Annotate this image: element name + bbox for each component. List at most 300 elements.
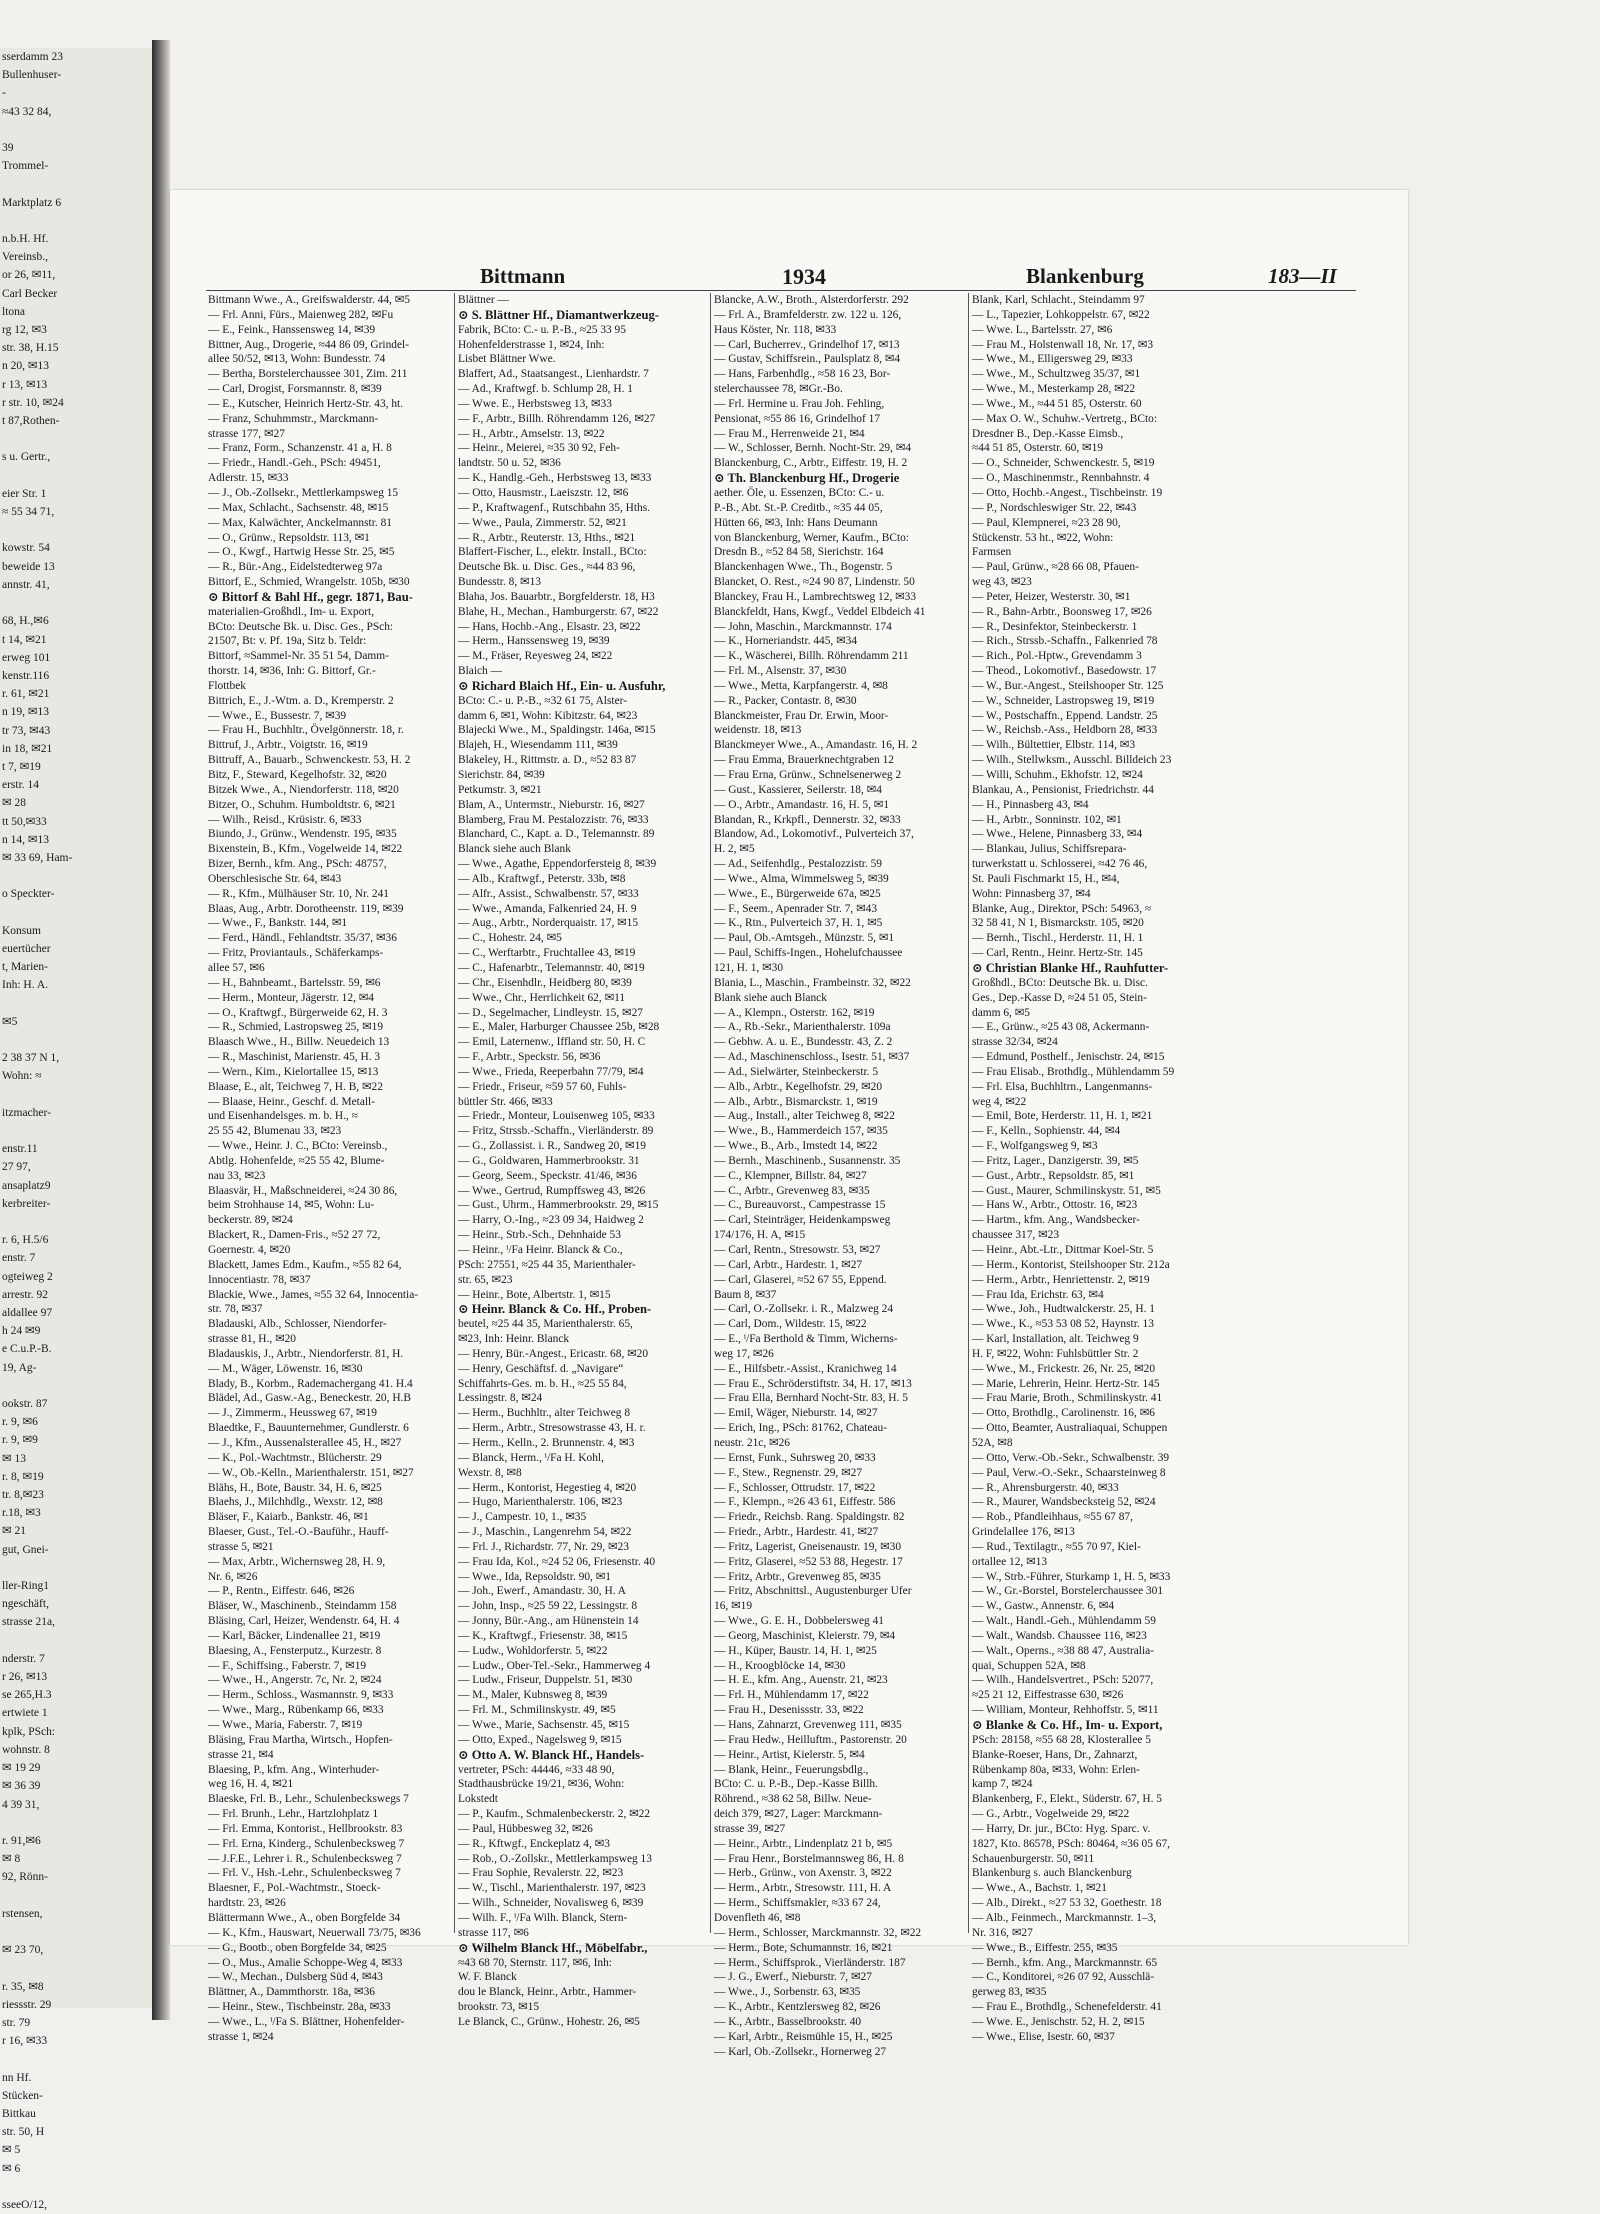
directory-entry: W. F. Blanck — [458, 1971, 517, 1984]
page-number: 183—II — [1268, 264, 1337, 288]
directory-entry: Blanckey, Frau H., Lambrechtsweg 12, ✉33 — [714, 590, 917, 603]
directory-entry: Goernestr. 4, ✉20 — [208, 1244, 291, 1256]
left-page-line: r. 6, H.5/6 — [2, 1234, 49, 1247]
directory-entry: — Herm., Kontorist, Steilshooper Str. 212a — [972, 1258, 1170, 1271]
directory-entry: brookstr. 73, ✉15 — [458, 2001, 540, 2014]
directory-entry: — Wwe., M., Schultzweg 35/37, ✉1 — [972, 368, 1141, 381]
directory-entry: Petkumstr. 3, ✉21 — [458, 783, 542, 796]
left-page-line: r. 9, ✉9 — [2, 1434, 38, 1447]
directory-entry: — P., Rentn., Eiffestr. 646, ✉26 — [208, 1585, 355, 1598]
directory-entry: Blaeser, Gust., Tel.-O.-Bauführ., Hauff- — [208, 1526, 389, 1539]
directory-entry: — Heinr., Abt.-Ltr., Dittmar Koel-Str. 5 — [972, 1244, 1154, 1256]
directory-entry: — C., Bureauvorst., Campestrasse 15 — [714, 1199, 886, 1212]
left-page-line — [0, 212, 152, 230]
directory-entry: — Fritz, Strssb.-Schaffn., Vierländerstr. 89 — [458, 1125, 654, 1138]
directory-entry: Ges., Dep.-Kasse D, ≈24 51 05, Stein- — [972, 991, 1147, 1004]
directory-entry: — Erich, Ing., PSch: 81762, Chateau- — [714, 1422, 888, 1435]
directory-entry: Dresdn B., ≈52 84 58, Sierichstr. 164 — [714, 546, 884, 559]
directory-entry: Blähs, H., Bote, Baustr. 34, H. 6, ✉25 — [208, 1481, 382, 1494]
left-page-line: e C.u.P.-B. — [2, 1343, 52, 1356]
directory-entry: — K., Handlg.-Geh., Herbstsweg 13, ✉33 — [458, 472, 652, 485]
directory-entry: — O., Mus., Amalie Schoppe-Weg 4, ✉33 — [208, 1956, 403, 1969]
directory-entry: — Frau Ida, Kol., ≈24 52 06, Friesenstr. 40 — [458, 1555, 656, 1568]
directory-entry: — Fritz, Glaserei, ≈52 53 88, Hegestr. 17 — [714, 1555, 903, 1568]
directory-entry: beutel, ≈25 44 35, Marienthalerstr. 65, — [458, 1318, 633, 1331]
directory-entry: — Alb., Arbtr., Kegelhofstr. 29, ✉20 — [714, 1080, 883, 1093]
left-page-line: t 87,Rothen- — [2, 415, 60, 428]
directory-entry: — Walt., Operns., ≈38 88 47, Australia- — [972, 1644, 1154, 1657]
directory-entry: Wohn: Pinnasberg 37, ✉4 — [972, 887, 1091, 900]
directory-entry: H. F, ✉22, Wohn: Fuhlsbüttler Str. 2 — [972, 1347, 1139, 1360]
directory-entry: — J., Zimmerm., Heussweg 67, ✉19 — [208, 1407, 377, 1420]
directory-entry: — Alb., Direkt., ≈27 53 32, Goethestr. 18 — [972, 1897, 1162, 1910]
directory-entry: — Edmund, Posthelf., Jenischstr. 24, ✉15 — [972, 1051, 1165, 1064]
left-page-line — [0, 2178, 152, 2196]
directory-entry: P.-B., Abt. St.-P. Creditb., ≈35 44 05, — [714, 501, 883, 514]
left-page-line: nderstr. 7 — [2, 1652, 45, 1665]
directory-entry: — R., Bür.-Ang., Eidelstedterweg 97a — [208, 561, 383, 574]
directory-entry: Blank siehe auch Blanck — [714, 991, 827, 1004]
left-page-line: n 20, ✉13 — [2, 360, 50, 373]
directory-entry: Blajeh, H., Wiesendamm 111, ✉39 — [458, 739, 618, 752]
directory-entry: Bitzek Wwe., A., Niendorferstr. 118, ✉20 — [208, 783, 399, 796]
directory-entry: — Alb., Kraftwgf., Peterstr. 33b, ✉8 — [458, 872, 626, 885]
directory-entry: — Wwe., B., Eiffestr. 255, ✉35 — [972, 1941, 1118, 1954]
directory-entry: — K., Wäscherei, Billh. Röhrendamm 211 — [714, 650, 909, 663]
directory-entry: — Frau E., Schröderstiftstr. 34, H. 17, ✉13 — [714, 1377, 912, 1390]
directory-entry: Adlerstr. 15, ✉33 — [208, 472, 289, 485]
left-page-line: Trommel- — [2, 160, 49, 173]
directory-entry: — Bernh., kfm. Ang., Marckmannstr. 65 — [972, 1956, 1158, 1969]
directory-entry: — Wwe., J., Sorbenstr. 63, ✉35 — [714, 1986, 861, 1999]
directory-entry: — Karl, Installation, alt. Teichweg 9 — [972, 1333, 1139, 1346]
directory-entry: Lessingstr. 8, ✉24 — [458, 1392, 543, 1405]
left-page-line: 27 97, — [2, 1161, 31, 1174]
directory-entry: — Frau Emma, Brauerknechtgraben 12 — [714, 754, 894, 767]
directory-entry: — J., Kfm., Aussenalsterallee 45, H., ✉27 — [208, 1436, 402, 1449]
left-page-line: Marktplatz 6 — [2, 196, 62, 209]
left-page-line: r str. 10, ✉24 — [2, 396, 64, 409]
directory-entry: Blackert, R., Damen-Fris., ≈52 27 72, — [208, 1229, 381, 1242]
directory-entry: — K., Pol.-Wachtmstr., Blücherstr. 29 — [208, 1451, 382, 1464]
directory-entry: — Wwe., M., ≈44 51 85, Osterstr. 60 — [972, 397, 1142, 410]
left-page-line: erstr. 14 — [2, 779, 40, 792]
directory-entry: ≈44 51 85, Osterstr. 60, ✉19 — [972, 442, 1103, 455]
directory-entry: — Frl. Brunh., Lehr., Hartzlohplatz 1 — [208, 1808, 379, 1821]
directory-entry: — Herm., Arbtr., Stresowstrasse 43, H. r. — [458, 1422, 646, 1435]
directory-entry: ⊙ Blanke & Co. Hf., Im- u. Export, — [972, 1718, 1163, 1732]
directory-entry: — Wwe., Marie, Sachsenstr. 45, ✉15 — [458, 1719, 630, 1731]
directory-entry: Schiffahrts-Ges. m. b. H., ≈25 55 84, — [458, 1377, 627, 1390]
directory-entry: Dovenfleth 46, ✉8 — [714, 1911, 801, 1924]
left-page-line — [0, 521, 152, 539]
directory-entry: — Frl. Erna, Kinderg., Schulenbecksweg 7 — [208, 1837, 405, 1850]
directory-entry: 174/176, H. A, ✉15 — [714, 1229, 806, 1242]
column-divider — [454, 293, 455, 1933]
directory-entry: Bläser, W., Maschinenb., Steindamm 158 — [208, 1600, 397, 1613]
left-page-line: nn Hf. — [2, 2071, 32, 2084]
left-page-line: r. 8, ✉19 — [2, 1470, 44, 1483]
directory-entry: — Wwe., Marg., Rübenkamp 66, ✉33 — [208, 1704, 384, 1717]
directory-entry: Blättner, A., Dammthorstr. 18a, ✉36 — [208, 1986, 375, 1999]
directory-entry: — Frau Elisab., Brothdlg., Mühlendamm 59 — [972, 1065, 1175, 1078]
left-page-line: rg 12, ✉3 — [2, 324, 47, 337]
directory-entry: ⊙ Richard Blaich Hf., Ein- u. Ausfuhr, — [458, 678, 666, 693]
directory-entry: — Fritz, Proviantauls., Schäferkamps- — [208, 947, 384, 960]
left-page-line: ✉ 13 — [2, 1452, 27, 1465]
directory-entry: Bladauskis, J., Arbtr., Niendorferstr. 81, H. — [208, 1347, 404, 1360]
directory-entry: — Herm., Schiffsprok., Vierländerstr. 187 — [714, 1956, 906, 1969]
left-page-line: ✉ 28 — [2, 797, 27, 810]
directory-entry: — Fritz, Lager., Danzigerstr. 39, ✉5 — [972, 1154, 1139, 1167]
directory-entry: Blaesner, F., Pol.-Wachtmstr., Stoeck- — [208, 1882, 381, 1895]
directory-entry: — Otto, Hausmstr., Laeiszstr. 12, ✉6 — [458, 486, 629, 499]
column-1 — [208, 293, 452, 2043]
directory-entry: weg 4, ✉22 — [972, 1095, 1027, 1108]
directory-entry: Stadthausbrücke 19/21, ✉36, Wohn: — [458, 1778, 625, 1791]
directory-entry: — Frl. Anni, Fürs., Maienweg 282, ✉Fu — [208, 308, 394, 321]
directory-entry: Blady, B., Korbm., Rademachergang 41. H.4 — [208, 1377, 413, 1390]
directory-entry: — Gebhw. A. u. E., Bundesstr. 43, Z. 2 — [714, 1036, 893, 1049]
directory-entry: Farmsen — [972, 546, 1012, 559]
directory-entry: — Ad., Sielwärter, Steinbeckerstr. 5 — [714, 1065, 879, 1078]
directory-entry: — Friedr., Handl.-Geh., PSch: 49451, — [208, 457, 381, 470]
directory-entry: — Herm., Kontorist, Hegestieg 4, ✉20 — [458, 1481, 637, 1494]
directory-entry: strasse 21, ✉4 — [208, 1748, 274, 1761]
directory-entry: — Paul, Klempnerei, ≈23 28 90, — [972, 516, 1121, 529]
directory-entry: — Wwe., A., Bachstr. 1, ✉21 — [972, 1882, 1107, 1895]
directory-entry: — W., Bur.-Angest., Steilshooper Str. 125 — [972, 679, 1164, 692]
directory-entry: — Frl. V., Hsh.-Lehr., Schulenbecksweg 7 — [208, 1867, 401, 1880]
directory-entry: Bittmann Wwe., A., Greifswalderstr. 44, ✉5 — [208, 294, 410, 306]
directory-entry: Blakeley, H., Rittmstr. a. D., ≈52 83 87 — [458, 754, 637, 767]
directory-entry: — Franz, Schuhmmstr., Marckmann- — [208, 412, 379, 425]
directory-entry: Hohenfelderstrasse 1, ✉24, Inh: — [458, 338, 605, 351]
left-page-line: erweg 101 — [2, 651, 51, 664]
left-page-line: enstr.11 — [2, 1143, 38, 1156]
directory-entry: — Frau H., Desenissstr. 33, ✉22 — [714, 1704, 864, 1717]
left-page-line: n 14, ✉13 — [2, 833, 50, 846]
directory-entry: — Wilh., Bültettier, Elbstr. 114, ✉3 — [972, 739, 1136, 752]
directory-entry: beckerstr. 89, ✉24 — [208, 1214, 293, 1227]
directory-entry: — Emil, Wäger, Nieburstr. 14, ✉27 — [714, 1407, 878, 1420]
directory-entry: — Ludw., Ober-Tel.-Sekr., Hammerweg 4 — [458, 1659, 651, 1672]
directory-entry: — Fritz, Abschnittsl., Augustenburger Ufer — [714, 1585, 912, 1598]
directory-entry: — Wwe., Gertrud, Rumpffsweg 43, ✉26 — [458, 1184, 646, 1197]
directory-entry: Blam, A., Untermstr., Nieburstr. 16, ✉27 — [458, 798, 645, 811]
directory-entry: gerweg 83, ✉35 — [972, 1986, 1047, 1999]
directory-entry: — G., Zollassist. i. R., Sandweg 20, ✉19 — [458, 1140, 646, 1153]
directory-entry: — Georg, Seem., Speckstr. 41/46, ✉36 — [458, 1169, 637, 1182]
directory-entry: — Otto, Verw.-Ob.-Sekr., Schwalbenstr. 39 — [972, 1451, 1170, 1464]
directory-entry: — Wwe., Amanda, Falkenried 24, H. 9 — [458, 902, 637, 915]
directory-entry: Hütten 66, ✉3, Inh: Hans Deumann — [714, 516, 878, 529]
directory-entry: — Alfr., Assist., Schwalbenstr. 57, ✉33 — [458, 887, 639, 900]
directory-entry: — Bertha, Borstelerchaussee 301, Zim. 211 — [208, 368, 408, 381]
directory-entry: — Otto, Brothdlg., Carolinenstr. 16, ✉6 — [972, 1407, 1155, 1420]
directory-entry: ≈43 68 70, Sternstr. 117, ✉6, Inh: — [458, 1956, 612, 1969]
directory-entry: — C., Klempner, Billstr. 84, ✉27 — [714, 1169, 867, 1182]
directory-entry: — C., Hohestr. 24, ✉5 — [458, 932, 562, 945]
directory-entry: beim Strohhause 14, ✉5, Wohn: Lu- — [208, 1199, 375, 1212]
left-page-line: ✉ 5 — [2, 2144, 21, 2157]
directory-entry: — Wwe., Agathe, Eppendorfersteig 8, ✉39 — [458, 858, 657, 871]
directory-entry: — F., Wolfgangsweg 9, ✉3 — [972, 1140, 1098, 1153]
directory-entry: — Herm., Schiffsmakler, ≈33 67 24, — [714, 1897, 881, 1910]
directory-entry: Blankenburg s. auch Blanckenburg — [972, 1867, 1132, 1880]
header-rule — [206, 290, 1356, 291]
book-gutter — [152, 40, 170, 2020]
directory-entry: Blackett, James Edm., Kaufm., ≈55 82 64, — [208, 1258, 402, 1271]
directory-entry: damm 6, ✉1, Wohn: Kibitzstr. 64, ✉23 — [458, 709, 638, 722]
directory-entry: — W., Schneider, Lastropsweg 19, ✉19 — [972, 694, 1155, 707]
directory-entry: — Frau M., Holstenwall 18, Nr. 17, ✉3 — [972, 338, 1154, 351]
directory-entry: aether. Öle, u. Essenzen, BCto: C.- u. — [714, 486, 885, 499]
directory-entry: H. 2, ✉5 — [714, 843, 755, 856]
directory-entry: Blank, Karl, Schlacht., Steindamm 97 — [972, 294, 1145, 306]
directory-entry: — Wwe., B., Arb., Imstedt 14, ✉22 — [714, 1140, 878, 1153]
left-page-line: r 16, ✉33 — [2, 2035, 48, 2048]
directory-entry: — W., Gr.-Borstel, Borstelerchaussee 301 — [972, 1585, 1164, 1598]
directory-entry: — R., Kfm., Mülhäuser Str. 10, Nr. 241 — [208, 887, 389, 900]
directory-entry: — Max, Arbtr., Wichernsweg 28, H. 9, — [208, 1555, 386, 1568]
directory-entry: — Frau Ida, Erichstr. 63, ✉4 — [972, 1288, 1104, 1301]
directory-entry: BCto: Deutsche Bk. u. Disc. Ges., PSch: — [208, 620, 394, 633]
directory-entry: Blaffert, Ad., Staatsangest., Lienhardstr. 7 — [458, 368, 649, 381]
directory-entry: — K., Arbtr., Kentzlersweg 82, ✉26 — [714, 2001, 881, 2014]
directory-entry: Blandan, R., Krkpfl., Dennerstr. 32, ✉33 — [714, 813, 901, 826]
directory-entry: — Blaase, Heinr., Geschf. d. Metall- — [208, 1095, 376, 1108]
directory-entry: Rübenkamp 80a, ✉33, Wohn: Erlen- — [972, 1763, 1140, 1776]
directory-entry: — Carl, Steinträger, Heidenkampsweg — [714, 1214, 891, 1227]
header-year: 1934 — [782, 264, 826, 289]
directory-entry: — K., Kfm., Hauswart, Neuerwall 73/75, ✉36 — [208, 1926, 421, 1939]
directory-entry: — Alb., Arbtr., Bismarckstr. 1, ✉19 — [714, 1095, 878, 1108]
directory-entry: BCto: C. u. P.-B., Dep.-Kasse Billh. — [714, 1778, 878, 1791]
left-page-line: ✉ 21 — [2, 1525, 27, 1538]
left-page-line: r. 91,✉6 — [2, 1834, 41, 1847]
directory-entry: Le Blanck, C., Grünw., Hohestr. 26, ✉5 — [458, 2015, 640, 2028]
directory-entry: — Rob., Pfandleihhaus, ≈55 67 87, — [972, 1511, 1133, 1524]
directory-entry: — Blankau, Julius, Schiffsrepara- — [972, 843, 1127, 856]
directory-entry: — Frau Marie, Broth., Schmilinskystr. 41 — [972, 1392, 1163, 1405]
directory-entry: — A., Rb.-Sekr., Marienthalerstr. 109a — [714, 1021, 891, 1034]
directory-entry: ⊙ Otto A. W. Blanck Hf., Handels- — [458, 1747, 645, 1762]
left-page-line: ller-Ring1 — [2, 1580, 50, 1593]
directory-entry: — O., Kraftwgf., Bürgerweide 62, H. 3 — [208, 1006, 388, 1019]
directory-page — [170, 190, 1408, 2058]
directory-entry: — Henry, Geschäftsf. d. „Navigare“ — [458, 1362, 624, 1375]
left-page-line: ookstr. 87 — [2, 1398, 48, 1411]
left-page-line: Konsum — [2, 924, 41, 937]
directory-entry: ≈25 21 12, Eiffestrasse 630, ✉26 — [972, 1689, 1124, 1702]
directory-entry: — Ferd., Händl., Fehlandtstr. 35/37, ✉36 — [208, 932, 397, 945]
left-page-line — [0, 867, 152, 885]
directory-entry: — John, Maschin., Marckmannstr. 174 — [714, 620, 892, 633]
directory-entry: Blankenberg, F., Elekt., Süderstr. 67, H. 5 — [972, 1793, 1162, 1806]
directory-entry: 1827, Kto. 86578, PSch: 80464, ≈36 05 67, — [972, 1837, 1171, 1850]
directory-entry: — H., Küper, Baustr. 14, H. 1, ✉25 — [714, 1644, 877, 1657]
directory-entry: deich 379, ✉27, Lager: Marckmann- — [714, 1808, 883, 1821]
directory-entry: — P., Kraftwagenf., Rutschbahn 35, Hths. — [458, 501, 651, 514]
directory-entry: — Frl. H., Mühlendamm 17, ✉22 — [714, 1689, 869, 1702]
directory-entry: — R., Desinfektor, Steinbeckerstr. 1 — [972, 620, 1138, 633]
directory-entry: Blamberg, Frau M. Pestalozzistr. 76, ✉33 — [458, 813, 649, 826]
left-page-line: tr 73, ✉43 — [2, 724, 51, 737]
directory-entry: — Herm., Arbtr., Henriettenstr. 2, ✉19 — [972, 1273, 1150, 1286]
left-page-line: r.18, ✉3 — [2, 1507, 41, 1520]
directory-entry: kamp 7, ✉24 — [972, 1778, 1033, 1791]
directory-entry: und Eisenhandelsges. m. b. H., ≈ — [208, 1110, 358, 1123]
directory-entry: — Herm., Schloss., Wasmannstr. 9, ✉33 — [208, 1689, 394, 1702]
left-page-line — [0, 1887, 152, 1905]
directory-entry: — Wwe., Metta, Karpfangerstr. 4, ✉8 — [714, 679, 888, 692]
left-page-line: r. 9, ✉6 — [2, 1416, 38, 1429]
directory-entry: ⊙ Christian Blanke Hf., Rauhfutter- — [972, 960, 1169, 975]
directory-entry: — Carl, Rentn., Heinr. Hertz-Str. 145 — [972, 947, 1143, 960]
directory-entry: Schauenburgerstr. 50, ✉11 — [972, 1852, 1095, 1865]
directory-entry: — Hans, Farbenhdlg., ≈58 16 23, Bor- — [714, 368, 891, 381]
directory-entry: — Bernh., Maschinenb., Susannenstr. 35 — [714, 1154, 901, 1167]
left-page-line: s u. Gertr., — [2, 451, 51, 464]
directory-entry: — Wwe. L., Bartelsstr. 27, ✉6 — [972, 323, 1113, 336]
directory-entry: Dresdner B., Dep.-Kasse Eimsb., — [972, 427, 1124, 440]
left-page-line: riessstr. 29 — [2, 1998, 52, 2011]
directory-entry: — E., Grünw., ≈25 43 08, Ackermann- — [972, 1021, 1150, 1034]
directory-entry: — E., Kutscher, Heinrich Hertz-Str. 43, ht. — [208, 397, 404, 410]
directory-entry: — Wwe., Joh., Hudtwalckerstr. 25, H. 1 — [972, 1303, 1155, 1316]
directory-entry: — Frl. J., Richardstr. 77, Nr. 29, ✉23 — [458, 1540, 629, 1553]
directory-entry: — Carl, Rentn., Stresowstr. 53, ✉27 — [714, 1244, 881, 1256]
directory-entry: — Friedr., Friseur, ≈59 57 60, Fuhls- — [458, 1080, 627, 1093]
left-page-line: se 265,H.3 — [2, 1689, 52, 1702]
directory-entry: — C., Werftarbtr., Fruchtallee 43, ✉19 — [458, 947, 636, 960]
directory-entry: — H., Kroogblöcke 14, ✉30 — [714, 1659, 846, 1672]
directory-entry: Lisbet Blättner Wwe. — [458, 353, 556, 366]
left-page-line — [0, 1213, 152, 1231]
left-page-line: ✉ 8 — [2, 1853, 21, 1866]
left-page-line: ≈43 32 84, — [2, 105, 52, 118]
directory-entry: — F., Schiffsing., Faberstr. 7, ✉19 — [208, 1659, 367, 1672]
directory-entry: Baum 8, ✉37 — [714, 1288, 777, 1301]
directory-entry: — Wwe., Maria, Faberstr. 7, ✉19 — [208, 1719, 363, 1731]
directory-entry: Blättner — — [458, 294, 509, 306]
left-page-line: kplk, PSch: — [2, 1725, 56, 1738]
directory-entry: — C., Hafenarbtr., Telemannstr. 40, ✉19 — [458, 961, 645, 974]
directory-entry: — O., Schneider, Schwenckestr. 5, ✉19 — [972, 457, 1155, 470]
left-page-line — [0, 430, 152, 448]
directory-entry: Blaedtke, F., Bauunternehmer, Gundlerstr. 6 — [208, 1422, 409, 1435]
directory-entry: — Gust., Uhrm., Hammerbrookstr. 29, ✉15 — [458, 1199, 659, 1212]
directory-entry: — G., Bootb., oben Borgfelde 34, ✉25 — [208, 1941, 387, 1954]
directory-entry: Wexstr. 8, ✉8 — [458, 1466, 522, 1479]
directory-entry: — W., Mechan., Dulsberg Süd 4, ✉43 — [208, 1971, 383, 1984]
directory-entry: — Wilh., Handelsvertret., PSch: 52077, — [972, 1674, 1154, 1687]
directory-entry: 52A, ✉8 — [972, 1436, 1013, 1449]
directory-entry: Bitzer, O., Schuhm. Humboldtstr. 6, ✉21 — [208, 798, 396, 811]
directory-entry: Blaase, E., alt, Teichweg 7, H. B, ✉22 — [208, 1080, 383, 1093]
directory-entry: — Ad., Maschinenschloss., Isestr. 51, ✉37 — [714, 1051, 910, 1064]
directory-entry: — Carl, Glaserei, ≈52 67 55, Eppend. — [714, 1273, 887, 1286]
directory-entry: — K., Kraftwgf., Friesenstr. 38, ✉15 — [458, 1629, 628, 1642]
left-page-line: tr. 8,✉23 — [2, 1489, 44, 1502]
directory-entry: — Friedr., Reichsb. Rang. Spaldingstr. 82 — [714, 1511, 905, 1524]
directory-entry: — Otto, Exped., Nagelsweg 9, ✉15 — [458, 1733, 622, 1746]
left-page-line — [0, 995, 152, 1013]
directory-entry: — H., Arbtr., Sonninstr. 102, ✉1 — [972, 813, 1122, 826]
left-page-line: in 18, ✉21 — [2, 742, 53, 755]
directory-entry: — Frl. M., Alsenstr. 37, ✉30 — [714, 665, 847, 678]
directory-entry: — Wwe., Paula, Zimmerstr. 52, ✉21 — [458, 516, 627, 529]
directory-entry: — Wwe., Heinr. J. C., BCto: Vereinsb., — [208, 1140, 388, 1153]
directory-entry: weg 17, ✉26 — [714, 1347, 774, 1360]
directory-entry: — Gust., Maurer, Schmilinskystr. 51, ✉5 — [972, 1184, 1161, 1197]
directory-entry: Pensionat, ≈55 86 16, Grindelhof 17 — [714, 412, 881, 425]
directory-entry: — Aug., Install., alter Teichweg 8, ✉22 — [714, 1110, 895, 1123]
directory-entry: PSch: 27551, ≈25 44 35, Marienthaler- — [458, 1258, 636, 1271]
directory-entry: 121, H. 1, ✉30 — [714, 961, 784, 974]
directory-entry: — Heinr., Strb.-Sch., Dehnhaide 53 — [458, 1229, 621, 1242]
directory-entry: Blancke, A.W., Broth., Alsterdorferstr. 292 — [714, 294, 909, 306]
directory-entry: Bizer, Bernh., kfm. Ang., PSch: 48757, — [208, 858, 387, 871]
left-page-line: ≈ 55 34 71, — [2, 506, 55, 519]
left-page-line — [0, 594, 152, 612]
left-page-line: ansaplatz9 — [2, 1179, 51, 1192]
directory-entry: Blanke-Roeser, Hans, Dr., Zahnarzt, — [972, 1748, 1138, 1761]
left-page-line — [0, 1959, 152, 1977]
directory-entry: ✉23, Inh: Heinr. Blanck — [458, 1333, 570, 1346]
left-page-line: Inh: H. A. — [2, 979, 48, 992]
directory-entry: — Henry, Bür.-Angest., Ericastr. 68, ✉20 — [458, 1347, 649, 1360]
left-page-line: str. 38, H.15 — [2, 342, 59, 355]
directory-entry: — Hans, Hochb.-Ang., Elsastr. 23, ✉22 — [458, 620, 641, 633]
directory-entry: Blaesing, P., kfm. Ang., Winterhuder- — [208, 1763, 380, 1776]
directory-entry: — Max, Schlacht., Sachsenstr. 48, ✉15 — [208, 501, 389, 514]
directory-entry: — Herm., Monteur, Jägerstr. 12, ✉4 — [208, 991, 374, 1004]
left-page-line: tt 50,✉33 — [2, 815, 47, 828]
directory-entry: — Franz, Form., Schanzenstr. 41 a, H. 8 — [208, 442, 392, 455]
left-page-line: sseeO/12, — [2, 2198, 48, 2211]
directory-entry: strasse 117, ✉6 — [458, 1926, 529, 1939]
left-page-line: or 26, ✉11, — [2, 269, 56, 282]
directory-entry: Blanchard, C., Kapt. a. D., Telemannstr. 89 — [458, 828, 655, 841]
left-page-line — [0, 175, 152, 193]
directory-entry: — Wwe., Ida, Repsoldstr. 90, ✉1 — [458, 1570, 611, 1583]
directory-entry: quai, Schuppen 52A, ✉8 — [972, 1659, 1086, 1672]
left-page-line: ✉5 — [2, 1015, 18, 1028]
directory-entry: turwerkstatt u. Schlosserei, ≈42 76 46, — [972, 858, 1148, 871]
directory-entry: — Max O. W., Schuhw.-Vertretg., BCto: — [972, 412, 1157, 425]
left-page-line: Carl Becker — [2, 287, 58, 300]
directory-entry: Stückenstr. 53 ht., ✉22, Wohn: — [972, 531, 1114, 544]
directory-entry: Blaas, Aug., Arbtr. Dorotheenstr. 119, ✉39 — [208, 902, 404, 915]
directory-entry: Bittrich, E., J.-Wtm. a. D., Kremperstr. 2 — [208, 694, 394, 707]
directory-entry: Deutsche Bk. u. Disc. Ges., ≈44 83 96, — [458, 561, 636, 574]
directory-entry: — W., Gastw., Annenstr. 6, ✉4 — [972, 1600, 1115, 1613]
directory-entry: — Friedr., Monteur, Louisenweg 105, ✉33 — [458, 1110, 655, 1123]
directory-entry: — R., Ahrensburgerstr. 40, ✉33 — [972, 1481, 1119, 1494]
directory-entry: Blaehs, J., Milchhdlg., Wexstr. 12, ✉8 — [208, 1496, 383, 1509]
directory-entry: Sierichstr. 84, ✉39 — [458, 769, 545, 781]
directory-entry: — Herb., Grünw., von Axenstr. 3, ✉22 — [714, 1867, 892, 1880]
directory-entry: — Wilh., Stellwksm., Ausschl. Billdeich 23 — [972, 754, 1172, 767]
left-page-fragment — [0, 48, 154, 2211]
directory-entry: BCto: C.- u. P.-B., ≈32 61 75, Alster- — [458, 694, 627, 707]
directory-entry: — R., Bahn-Arbtr., Boonsweg 17, ✉26 — [972, 605, 1152, 618]
directory-entry: — Frau Erna, Grünw., Schnelsenerweg 2 — [714, 769, 902, 781]
header-last-name: Blankenburg — [1026, 264, 1144, 288]
directory-entry: — Frau Ella, Bernhard Nocht-Str. 83, H. 5 — [714, 1392, 908, 1405]
